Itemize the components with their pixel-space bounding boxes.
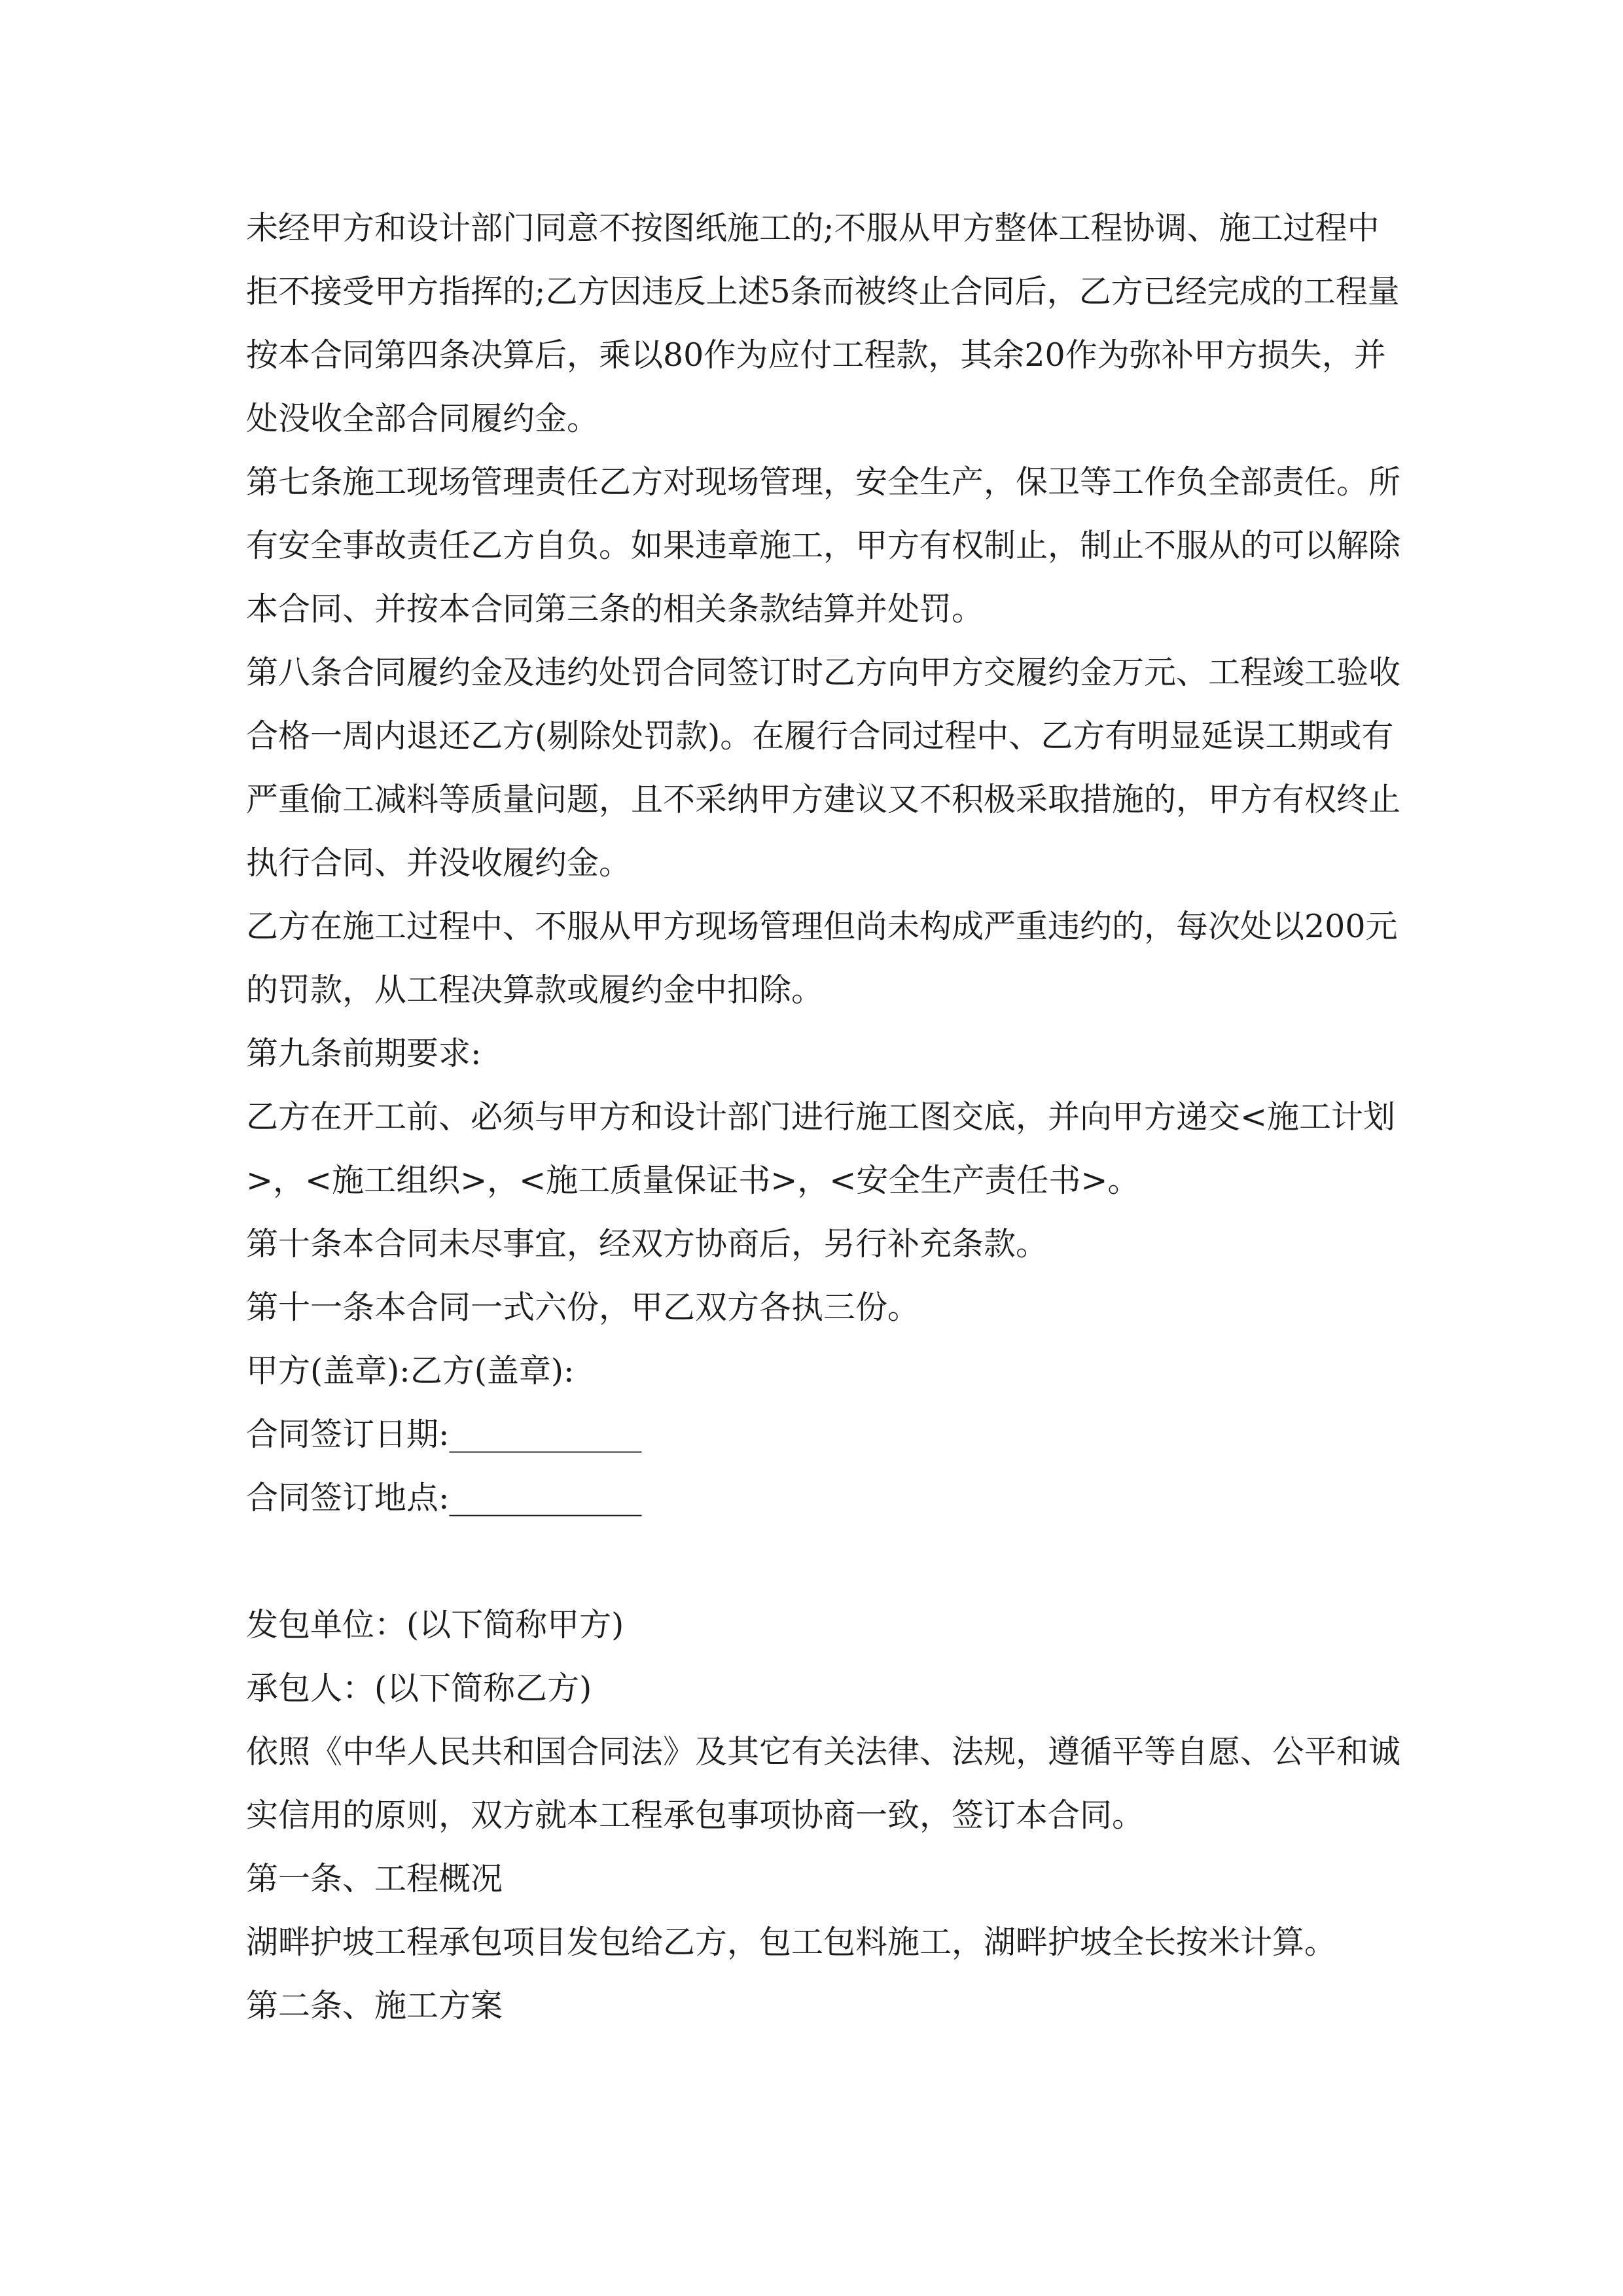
clause-11: 第十一条本合同一式六份，甲乙双方各执三份。 [246, 1289, 920, 1326]
clause-8-penalty: 乙方在施工过程中、不服从甲方现场管理但尚未构成严重违约的，每次处以200元的罚款，从工程决算款或履约金中扣除。 [246, 908, 1398, 1009]
clause-9-requirements: 乙方在开工前、必须与甲方和设计部门进行施工图交底，并向甲方递交<施工计划>，<施工组织>，<施工质量保证书>，<安全生产责任书>。 [246, 1098, 1396, 1199]
article-2-heading: 第二条、施工方案 [246, 1987, 503, 2024]
clause-8-performance-bond: 第八条合同履约金及违约处罚合同签订时乙方向甲方交履约金万元、工程竣工验收合格一周内退还乙方(剔除处罚款)。在履行合同过程中、乙方有明显延误工期或有严重偷工减料等质量问题，且不采纳甲方建议又不积极采取措施的，甲方有权终止执行合同、并没收履约金。 [246, 654, 1401, 882]
signing-place-line: 合同签订地点:____________ [246, 1479, 642, 1516]
section-gap [246, 1530, 1411, 1593]
clause-10: 第十条本合同未尽事宜，经双方协商后，另行补充条款。 [246, 1225, 1048, 1263]
preamble: 依照《中华人民共和国合同法》及其它有关法律、法规，遵循平等自愿、公平和诚实信用的原则，双方就本工程承包事项协商一致，签订本合同。 [246, 1733, 1401, 1834]
signing-date-line: 合同签订日期:____________ [246, 1416, 642, 1453]
article-1-heading: 第一条、工程概况 [246, 1860, 503, 1897]
contractor-line: 承包人：(以下简称乙方) [246, 1670, 592, 1707]
clause-termination-continued: 未经甲方和设计部门同意不按图纸施工的;不服从甲方整体工程协调、施工过程中拒不接受甲方指挥的;乙方因违反上述5条而被终止合同后，乙方已经完成的工程量按本合同第四条决算后，乘以80作为应付工程款，其余20作为弥补甲方损失，并处没收全部合同履约金。 [246, 209, 1400, 437]
article-1-body: 湖畔护坡工程承包项目发包给乙方，包工包料施工，湖畔护坡全长按米计算。 [246, 1924, 1337, 1961]
clause-9-heading: 第九条前期要求: [246, 1035, 482, 1072]
signature-parties: 甲方(盖章):乙方(盖章): [246, 1352, 575, 1390]
employer-line: 发包单位：(以下简称甲方) [246, 1606, 624, 1643]
document-body [246, 196, 1411, 2037]
clause-7-site-management: 第七条施工现场管理责任乙方对现场管理，安全生产，保卫等工作负全部责任。所有安全事故责任乙方自负。如果违章施工，甲方有权制止，制止不服从的可以解除本合同、并按本合同第三条的相关条款结算并处罚。 [246, 463, 1401, 628]
